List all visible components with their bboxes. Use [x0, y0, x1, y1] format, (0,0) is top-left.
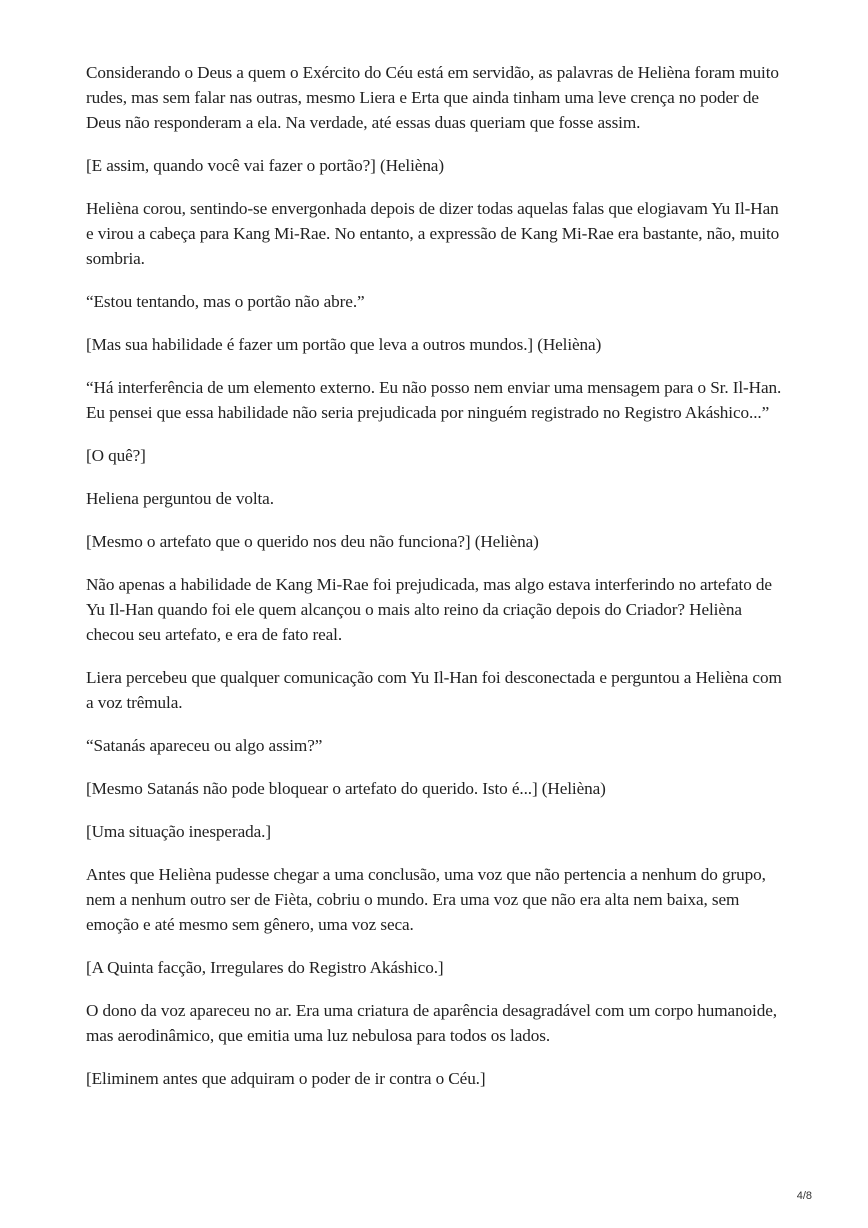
- paragraph: “Há interferência de um elemento externo. Eu não posso nem enviar uma mensagem para o Sr. Il-Han. Eu pensei que essa habilidade não seria prejudicada por ninguém registrado no Registro Akáshico...”: [86, 378, 782, 422]
- paragraph: [Mesmo o artefato que o querido nos deu não funciona?] (Helièna): [86, 532, 539, 551]
- paragraph: [E assim, quando você vai fazer o portão?] (Helièna): [86, 156, 444, 175]
- paragraph: Antes que Helièna pudesse chegar a uma conclusão, uma voz que não pertencia a nenhum do grupo, nem a nenhum outro ser de Fièta, cobriu o mundo. Era uma voz que não era alta nem baixa, sem emoção e até mesmo sem gênero, uma voz seca.: [86, 865, 766, 934]
- paragraph: “Estou tentando, mas o portão não abre.”: [86, 292, 365, 311]
- page-number: 4/8: [796, 1190, 812, 1202]
- paragraph: [A Quinta facção, Irregulares do Registro Akáshico.]: [86, 958, 444, 977]
- paragraph: [Eliminem antes que adquiram o poder de ir contra o Céu.]: [86, 1069, 486, 1088]
- paragraph: Heliena perguntou de volta.: [86, 489, 274, 508]
- paragraph: Não apenas a habilidade de Kang Mi-Rae foi prejudicada, mas algo estava interferindo no artefato de Yu Il-Han quando foi ele quem alcançou o mais alto reino da criação depois do Criador? Helièna checou seu artefato, e era de fato real.: [86, 575, 772, 644]
- paragraph: [Mas sua habilidade é fazer um portão que leva a outros mundos.] (Helièna): [86, 335, 602, 354]
- paragraph: [Mesmo Satanás não pode bloquear o artefato do querido. Isto é...] (Helièna): [86, 779, 606, 798]
- paragraph: Considerando o Deus a quem o Exército do Céu está em servidão, as palavras de Helièna foram muito rudes, mas sem falar nas outras, mesmo Liera e Erta que ainda tinham uma leve crença no poder de Deus não responderam a ela. Na verdade, até essas duas queriam que fosse assim.: [86, 63, 779, 132]
- document-body: [86, 60, 786, 1109]
- paragraph: Liera percebeu que qualquer comunicação com Yu Il-Han foi desconectada e perguntou a Helièna com a voz trêmula.: [86, 668, 782, 712]
- paragraph: “Satanás apareceu ou algo assim?”: [86, 736, 323, 755]
- paragraph: [Uma situação inesperada.]: [86, 822, 271, 841]
- paragraph: O dono da voz apareceu no ar. Era uma criatura de aparência desagradável com um corpo humanoide, mas aerodinâmico, que emitia uma luz nebulosa para todos os lados.: [86, 1001, 777, 1045]
- paragraph: Helièna corou, sentindo-se envergonhada depois de dizer todas aquelas falas que elogiavam Yu Il-Han e virou a cabeça para Kang Mi-Rae. No entanto, a expressão de Kang Mi-Rae era bastante, não, muito sombria.: [86, 199, 780, 268]
- paragraph: [O quê?]: [86, 446, 146, 465]
